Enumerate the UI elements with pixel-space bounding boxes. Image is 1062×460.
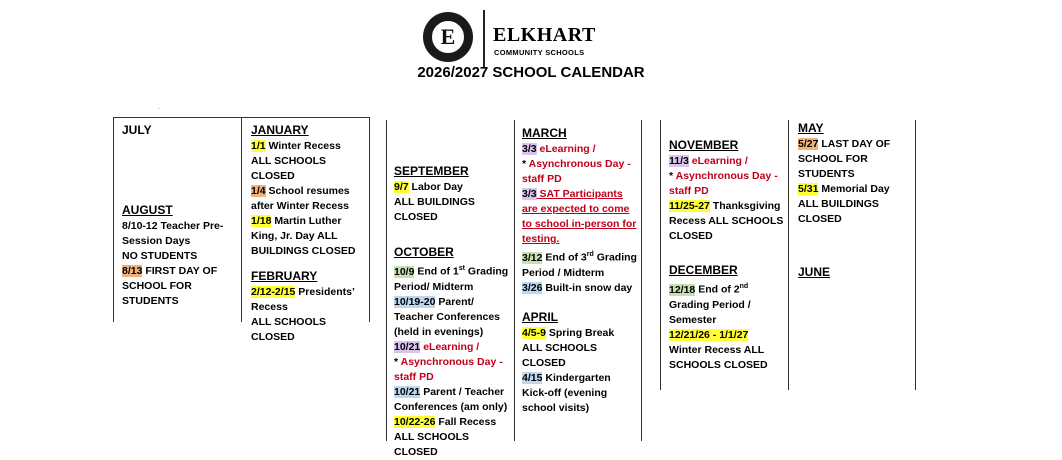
- event-date: 4/15: [522, 371, 543, 384]
- event-date: 4/5-9: [522, 326, 546, 339]
- event-jan-mlk: 1/18 Martin Luther: [251, 215, 342, 227]
- event-date: 10/19-20: [394, 295, 436, 308]
- divider-2: [241, 117, 242, 322]
- event-dec-grading: 12/18 End of 2nd: [669, 283, 749, 296]
- event-oct-conferences-am: 10/21 Parent / Teacher: [394, 385, 505, 398]
- divider-7: [660, 120, 661, 390]
- column-november-december: NOVEMBER 11/3 eLearning / * Asynchronous Day - staff PD 11/25-27 Thanksgiving Recess ALL SCHOOLS CLOSED DECEMBER 12/18 End of 2nd Grading Period / Semester 12/21/26 - 1/1/27 Winter Recess ALL SCHOOLS CLOSED: [669, 138, 789, 373]
- event-oct-elearning: 10/21 eLearning /: [394, 340, 480, 353]
- column-january-february: JANUARY 1/1 Winter Recess ALL SCHOOLS CLOSED 1/4 School resumes after Winter Recess 1/18 Martin Luther King, Jr. Day ALL BUILDINGS CLOSED FEBRUARY 2/12-2/15 Presidents’ Recess ALL SCHOOLS CLOSED: [251, 123, 369, 345]
- column-july-august: JULY AUGUST 8/10-12 Teacher Pre- Session Days NO STUDENTS 8/13 FIRST DAY OF SCHOOL FOR STUDENTS: [122, 123, 240, 309]
- event-may-last-day: 5/27 LAST DAY OF: [798, 138, 891, 150]
- event-mar-elearning: 3/3 eLearning /: [522, 143, 596, 155]
- event-oct-fall-recess: 10/22-26 Fall Recess: [394, 415, 497, 428]
- event-aug-presession: 8/10-12 Teacher Pre-: [122, 220, 224, 232]
- event-date: 11/3: [669, 155, 689, 167]
- divider-3: [369, 117, 370, 322]
- month-december: DECEMBER: [669, 263, 738, 277]
- month-november: NOVEMBER: [669, 138, 739, 152]
- event-date: 8/10-12: [122, 220, 158, 232]
- event-date: 3/12: [522, 251, 543, 264]
- event-mar-grading: 3/12 End of 3rd Grading: [522, 251, 637, 264]
- divider-4: [386, 120, 387, 441]
- event-jan-school-resumes: 1/4 School resumes: [251, 185, 350, 197]
- event-may-memorial-day: 5/31 Memorial Day: [798, 183, 890, 195]
- event-apr-kindergarten: 4/15 Kindergarten: [522, 371, 611, 384]
- event-nov-thanksgiving: 11/25-27 Thanksgiving: [669, 200, 781, 212]
- logo-divider: [483, 10, 485, 68]
- event-date: 8/13: [122, 265, 143, 277]
- month-may: MAY: [798, 121, 824, 135]
- divider-5: [514, 120, 515, 441]
- divider-1: [113, 117, 114, 322]
- event-date: 3/3: [522, 188, 537, 200]
- column-march-april: MARCH 3/3 eLearning / * Asynchronous Day - staff PD 3/3 SAT Participants are expected to come to school in-person for testing. 3/12 End of 3rd Grading Period / Midterm 3/26 Built-in snow day APRIL 4/5-9 Spring Break ALL SCHOOLS CLOSED 4/15 Kindergarten Kick-off (evening school visits): [522, 126, 642, 416]
- column-may-june: MAY 5/27 LAST DAY OF SCHOOL FOR STUDENTS 5/31 Memorial Day ALL BUILDINGS CLOSED JUNE: [798, 121, 916, 281]
- event-date: 9/7: [394, 181, 409, 193]
- event-apr-spring-break: 4/5-9 Spring Break: [522, 326, 615, 339]
- event-date: 12/18: [669, 283, 696, 296]
- event-mar-snow-day: 3/26 Built-in snow day: [522, 281, 633, 294]
- event-date: 1/4: [251, 185, 266, 197]
- month-september: SEPTEMBER: [394, 164, 469, 178]
- event-date: 3/3: [522, 143, 537, 155]
- event-mar-sat: 3/3 SAT Participants: [522, 188, 623, 200]
- event-date: 1/1: [251, 140, 266, 152]
- event-date: 11/25-27: [669, 200, 710, 212]
- district-logo: [423, 10, 623, 66]
- month-january: JANUARY: [251, 123, 309, 137]
- event-dec-winter-recess: [669, 328, 789, 343]
- event-date: 10/21: [394, 340, 421, 353]
- column-september-october: SEPTEMBER 9/7 Labor Day ALL BUILDINGS CLOSED OCTOBER 10/9 End of 1st Grading Period/ Midterm 10/19-20 Parent/ Teacher Conferences (held in evenings) 10/21 eLearning / * Asynchronous Day - staff PD 10/21 Parent / Teacher Conferences (am only) 10/22-26 Fall Recess ALL SCHOOLS CLOSED: [394, 164, 514, 460]
- month-august: AUGUST: [122, 203, 173, 217]
- event-jan-winter-recess: 1/1 Winter Recess: [251, 140, 341, 152]
- event-sep-labor-day: 9/7 Labor Day: [394, 181, 463, 193]
- event-date: 10/9: [394, 265, 415, 278]
- event-feb-presidents: 2/12-2/15 Presidents’: [251, 286, 355, 298]
- month-march: MARCH: [522, 126, 567, 140]
- seal-letter: E: [440, 24, 456, 49]
- month-february: FEBRUARY: [251, 269, 318, 283]
- month-april: APRIL: [522, 309, 558, 324]
- event-date: 3/26: [522, 281, 543, 294]
- event-date: 5/31: [798, 183, 819, 195]
- event-oct-conferences: 10/19-20 Parent/: [394, 295, 474, 308]
- event-date: 10/21: [394, 385, 421, 398]
- event-aug-first-day: 8/13 FIRST DAY OF: [122, 265, 218, 277]
- month-june: JUNE: [798, 265, 831, 279]
- stray-mark: .: [158, 105, 160, 111]
- page-title: 2026/2027 SCHOOL CALENDAR: [417, 64, 645, 81]
- event-date: 5/27: [798, 138, 819, 150]
- district-subtitle: COMMUNITY SCHOOLS: [494, 48, 585, 57]
- event-date: 1/18: [251, 215, 272, 227]
- event-oct-grading: 10/9 End of 1st Grading: [394, 265, 509, 278]
- month-july: JULY: [122, 123, 152, 137]
- event-nov-elearning: 11/3 eLearning /: [669, 155, 748, 167]
- event-date: 12/21/26 - 1/1/27: [669, 328, 749, 341]
- district-name: ELKHART: [493, 24, 596, 46]
- event-date: 2/12-2/15: [251, 286, 296, 298]
- month-october: OCTOBER: [394, 245, 454, 259]
- seal-icon: [423, 12, 473, 62]
- event-date: 10/22-26: [394, 415, 436, 428]
